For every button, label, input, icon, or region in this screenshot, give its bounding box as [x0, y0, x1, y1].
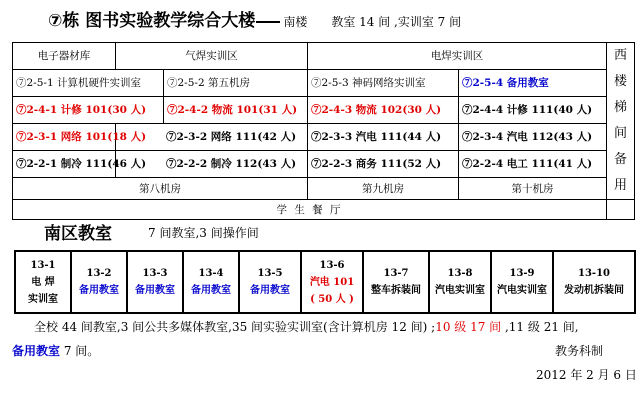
side-label: 西楼梯间备用 — [613, 48, 627, 193]
room-7-2-3-1: ⑦2-3-1 网络 101(18 人) — [13, 123, 116, 150]
page-title — [48, 6, 461, 31]
room-7-2-2-2: ⑦2-2-2 制冷 112(43 人) — [116, 150, 308, 177]
lab-room-8: 第八机房 — [13, 177, 308, 199]
south-room-13-9 — [491, 251, 553, 313]
room-use: 汽电实训室 — [435, 285, 485, 296]
room-use: 汽电实训室 — [497, 285, 547, 296]
school-summary — [34, 318, 579, 335]
issue-date: 2012 年 2 月 6 日 — [536, 368, 637, 382]
room-number: 13-8 — [447, 268, 473, 279]
zone-electric-welding: 电焊实训区 — [308, 43, 607, 70]
room-7-2-3-2: ⑦2-3-2 网络 111(42 人) — [116, 123, 308, 150]
room-number: 13-3 — [142, 268, 168, 279]
room-summary: 教室 14 间 ,实训室 7 间 — [331, 15, 462, 29]
south-room-13-10 — [553, 251, 635, 313]
room-7-2-3-3: ⑦2-3-3 汽电 111(44 人) — [308, 123, 459, 150]
south-room-13-1 — [15, 251, 71, 313]
room-use: 整车拆装间 — [371, 285, 421, 296]
canteen-side-cell — [607, 200, 635, 220]
south-room-13-8 — [429, 251, 491, 313]
room-7-2-5-3: ⑦2-5-3 神码网络实训室 — [308, 69, 459, 96]
room-use: 备用教室 — [79, 285, 119, 296]
south-room-13-3 — [127, 251, 183, 313]
west-stairwell-spare — [607, 43, 635, 200]
south-room-13-2 — [71, 251, 127, 313]
spare-summary — [12, 342, 99, 359]
room-7-2-2-4: ⑦2-2-4 电工 111(41 人) — [459, 150, 607, 177]
south-rooms-table — [14, 250, 636, 314]
room-7-2-5-2: ⑦2-5-2 第五机房 — [164, 69, 308, 96]
room-number: 13-2 — [86, 268, 112, 279]
lab-room-10: 第十机房 — [459, 177, 607, 199]
room-use: 发动机拆装间 — [564, 285, 624, 296]
building-name: ⑦栋 图书实验教学综合大楼 — [48, 11, 256, 31]
spare-count: 7 间。 — [60, 344, 100, 358]
room-number: 13-5 — [257, 268, 283, 279]
room-7-2-3-4: ⑦2-3-4 汽电 112(43 人) — [459, 123, 607, 150]
south-room-13-4 — [183, 251, 239, 313]
north-building-table — [12, 42, 635, 220]
spare-label: 备用教室 — [12, 344, 61, 358]
room-number: 13-6 — [319, 259, 345, 271]
room-7-2-2-3: ⑦2-2-3 商务 111(52 人) — [308, 150, 459, 177]
zone-gas-welding: 气焊实训区 — [116, 43, 308, 70]
south-section-subtitle: 7 间教室,3 间操作间 — [148, 226, 259, 240]
room-number: 13-7 — [383, 268, 409, 279]
zone-electronics-store: 电子器材库 — [13, 43, 116, 70]
room-use: 电 焊 — [31, 276, 55, 288]
lab-room-9: 第九机房 — [308, 177, 459, 199]
room-use: 汽电 101 — [309, 276, 355, 288]
room-7-2-5-4: ⑦2-5-4 备用教室 — [459, 69, 607, 96]
room-use: 备用教室 — [135, 285, 175, 296]
summary-text: 全校 44 间教室,3 间公共多媒体教室,35 间实验实训室(含计算机房 12 间) ; — [34, 320, 436, 334]
grade-10-count: 10 级 17 间 — [435, 320, 502, 334]
room-number: 13-4 — [198, 268, 224, 279]
room-7-2-5-1: ⑦2-5-1 计算机硬件实训室 — [13, 69, 164, 96]
room-7-2-4-1: ⑦2-4-1 计修 101(30 人) — [13, 96, 164, 123]
room-7-2-4-3: ⑦2-4-3 物流 102(30 人) — [308, 96, 459, 123]
issuing-office: 教务科制 — [555, 344, 604, 358]
room-number: 13-9 — [509, 268, 535, 279]
room-use-2: 实训室 — [28, 293, 58, 305]
title-dash — [256, 21, 280, 23]
student-canteen: 学 生 餐 厅 — [13, 200, 607, 220]
room-7-2-2-1: ⑦2-2-1 制冷 111(46 人) — [13, 150, 116, 177]
room-number: 13-10 — [578, 268, 610, 279]
room-7-2-4-4: ⑦2-4-4 计修 111(40 人) — [459, 96, 607, 123]
room-capacity: ( 50 人 ) — [310, 293, 354, 305]
south-room-13-5 — [239, 251, 301, 313]
room-use: 备用教室 — [191, 285, 231, 296]
south-section-title: 南区教室 — [44, 224, 112, 244]
room-number: 13-1 — [30, 259, 56, 271]
building-wing: 南楼 — [283, 15, 308, 29]
room-7-2-4-2: ⑦2-4-2 物流 101(31 人) — [164, 96, 308, 123]
room-use: 备用教室 — [250, 285, 290, 296]
south-room-13-6 — [301, 251, 363, 313]
grade-11-count: ,11 级 21 间, — [501, 320, 579, 334]
south-room-13-7 — [363, 251, 429, 313]
